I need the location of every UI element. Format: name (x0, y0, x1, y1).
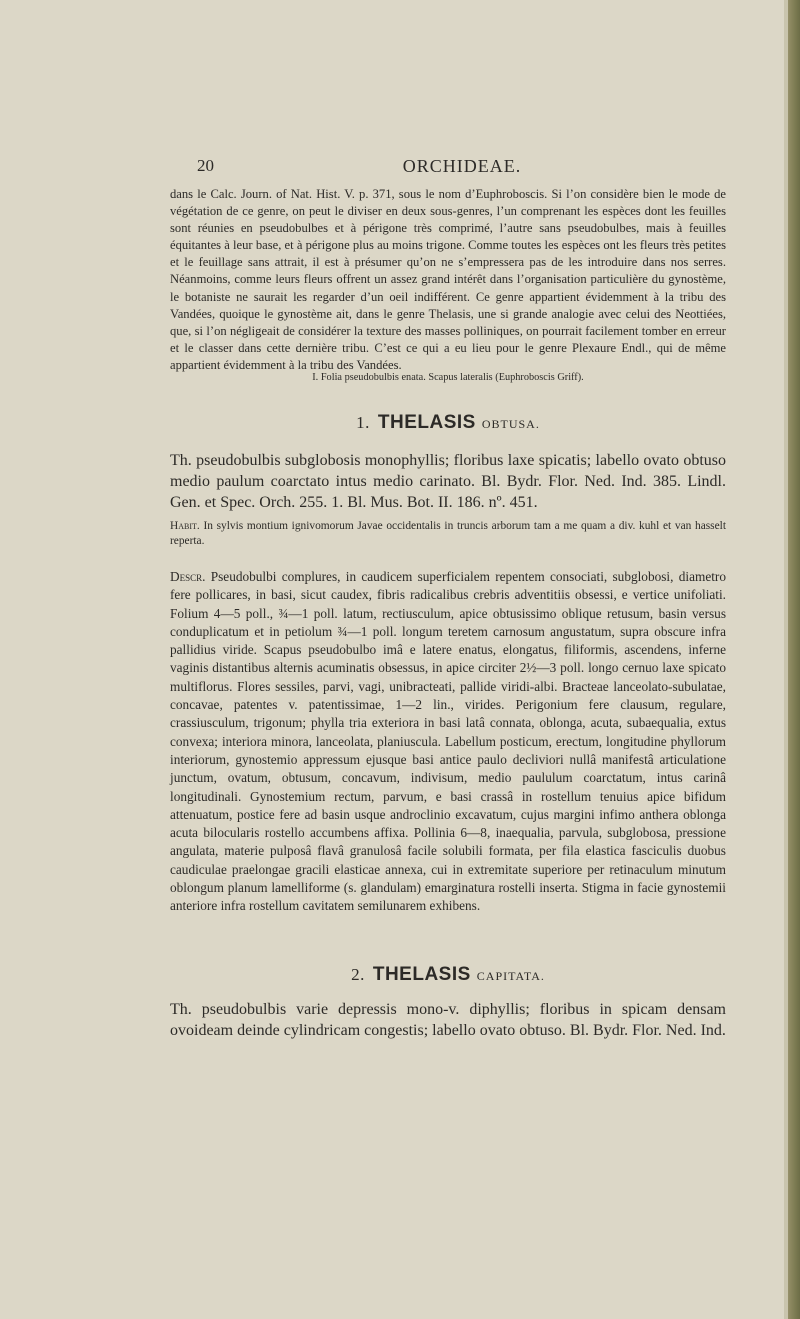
genus-name: THELASIS (372, 964, 471, 985)
habitat-text: In sylvis montium ignivomorum Javae occidentalis in truncis arborum tam a me quam a div. kuhl et van hasselt reperta. (170, 520, 726, 547)
page-number: 20 (197, 156, 214, 175)
description-text: Pseudobulbi complures, in caudicem superficialem repentem consociati, subglobosi, diametro fere pollicares, in basi, sicut caudex, fibris radicalibus crebris adventitiis obsessi, e vertice unifoliati. Folium 4—5 poll., ¾—1 poll. latum, rectiusculum, apice obtusissimo oblique retusum, basin versus conduplicatum et in petiolum ¾—1 poll. longum teretem carnosum angustatum, supra obscure infra pallidius viride. Scapus pseudobulbo imâ e latere enatus, elongatus, filiformis, ascendens, inferne vaginis distantibus alternis acuminatis obsessus, in apice circiter 2½—3 poll. longo cernuo laxe spicato multiflorus. Flores sessiles, parvi, vagi, unibracteati, pallide viridi-albi. Bracteae lanceolato-subulatae, concavae, patentes v. patentissimae, 1—2 lin., virides. Perigonium fere clausum, regulare, crassiusculum, trigonum; phylla tria exteriora in basi latâ connata, oblonga, acuta, subaequalia, extus convexa; interiora minora, lanceolata, planiuscula. Labellum posticum, erectum, longitudine phyllorum interiorum, gynostemio appressum ejusque basi antice paulo decliviori nullâ manifestâ articulatione junctum, ovatum, obtusum, concavum, indivisum, medio paululum coarctatum, intus carinâ longitudinali. Gynostemium rectum, parvum, e basi crassâ in rostellum tenuius apice bifidum attenuatum, postice fere ad basin usque androclinio excavatum, cujus margini infimo anthera oblonga acuta bilocularis rostello accumbens affixa. Pollinia 6—8, inaequalia, parvula, subglobosa, pressione angulata, materie pulposâ flavâ granulosâ facile solubili formata, per fila elastica fasciculis duobus caudiculae praelongae gracili elasticae annexa, cui in extremitate superiore per retinaculum minutum oblongum planum lamelliforme (s. glandulam) emarginatura rostelli inserta. Stigma in facie gynostemii anteriore infra rostellum cavitatem semilunarem exhibens. (170, 569, 726, 914)
intro-paragraph: dans le Calc. Journ. of Nat. Hist. V. p. 371, sous le nom d’Euphroboscis. Si l’on considère bien le mode de végétation de ce genre, on peut le diviser en deux sous-genres, l’un comprenant les espèces dont les feuilles sont réunies en pseudobulbes et à périgone très comprimé, l’autre sans pseudobulbes, mais à feuilles équitantes à leur base, et à périgone plus au moins trigone. Comme toutes les espèces ont les fleurs très petites et le feuillage sans attrait, il est à présumer qu’on ne s’empressera pas de les introduire dans nos serres. Néanmoins, comme leurs fleurs offrent un assez grand intérêt dans l’organisation particulière du gynostème, le botaniste ne saurait les regarder d’un oeil indifférent. Ce genre appartient évidemment à la tribu des Vandées, quoique le gynostème ait, dans le genre Thelasis, une si grande analogie avec celui des Neottiées, que, si l’on négligeait de considérer la texture des masses polliniques, on pourrait facilement tomber en erreur et le classer dans cette dernière tribu. C’est ce qui a eu lieu pour le genre Plexaure Endl., qui de même appartient évidemment à la tribu des Vandées. (170, 187, 726, 372)
genus-name: THELASIS (377, 412, 476, 433)
species-heading-1 (170, 412, 726, 434)
species-diagnosis-1: Th. pseudobulbis subglobosis monophyllis; floribus laxe spicatis; labello ovato obtuso medio paulum coarctato intus medio carinato. Bl. Bydr. Flor. Ned. Ind. 385. Lindl. Gen. et Spec. Orch. 255. 1. Bl. Mus. Bot. II. 186. nº. 451. (170, 452, 726, 511)
page-header (197, 156, 727, 182)
species-diagnosis-2: Th. pseudobulbis varie depressis mono-v. diphyllis; floribus in spicam densam ovoideam deinde cylindricam congestis; labello ovato obtuso. Bl. Bydr. Flor. Ned. Ind. (170, 1001, 726, 1039)
description-paragraph (170, 568, 726, 916)
species-number: 1. (356, 413, 370, 432)
species-epithet: CAPITATA. (476, 969, 545, 983)
species-epithet: OBTUSA. (481, 417, 540, 431)
species-heading-2 (170, 964, 726, 986)
description-label: Descr. (170, 569, 206, 584)
running-title: ORCHIDEAE. (402, 156, 522, 176)
book-page-edge (784, 0, 800, 1319)
habitat-paragraph (170, 519, 726, 549)
section-note: I. Folia pseudobulbis enata. Scapus lateralis (Euphroboscis Griff). (312, 372, 584, 383)
species-number: 2. (351, 965, 365, 984)
habitat-label: Habit. (170, 520, 200, 532)
